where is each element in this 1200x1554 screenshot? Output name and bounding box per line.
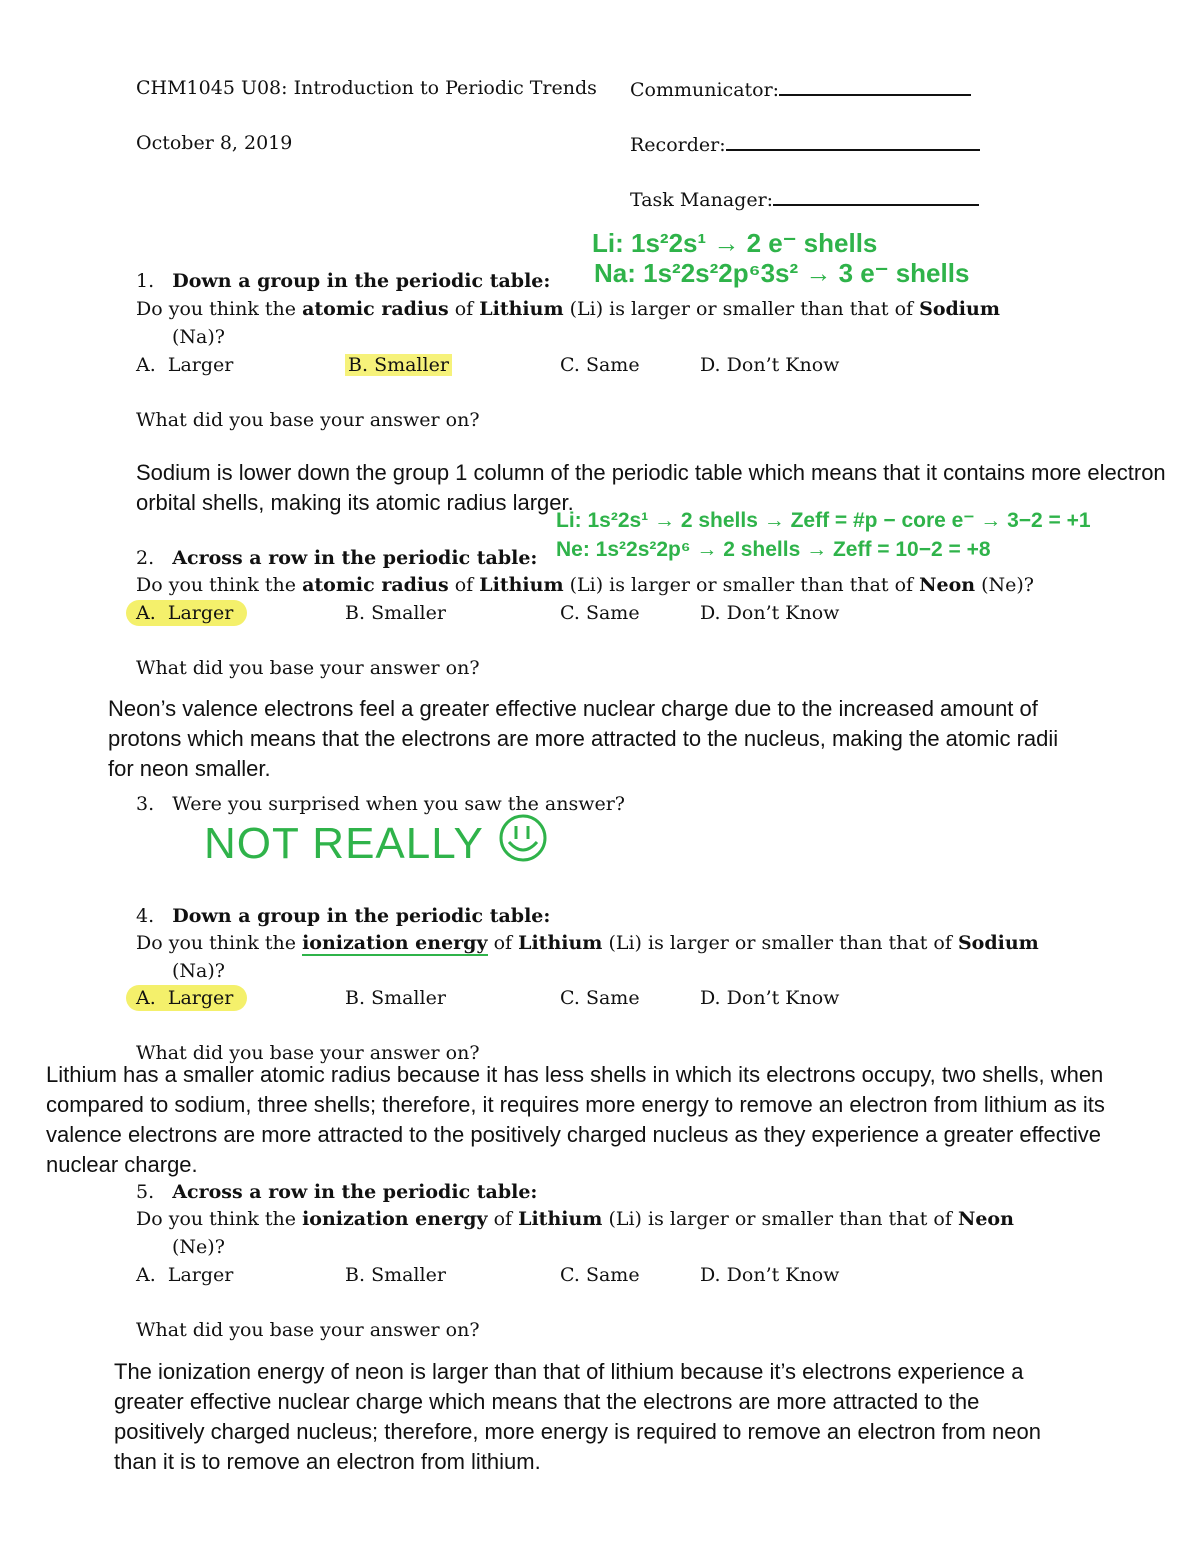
recorder-field [630,131,980,157]
course-title: CHM1045 U08: Introduction to Periodic Trends [136,77,597,99]
q2-q-pre: Do you think the [136,574,297,596]
q5-choice-c[interactable]: C. Same [560,1264,640,1286]
q2-choice-c[interactable]: C. Same [560,602,640,624]
q5-choice-d[interactable]: D. Don’t Know [700,1264,840,1286]
q1-heading-text: Down a group in the periodic table: [172,270,551,292]
q5-q-element2: Neon [957,1208,1014,1230]
q2-choice-d[interactable]: D. Don’t Know [700,602,840,624]
q1-question [136,297,1000,321]
q1-q-element2: Sodium [919,298,1000,320]
q5-choice-a[interactable]: A. Larger [136,1264,234,1286]
q1-q-of: of [454,298,474,320]
q4-typed-answer: Lithium has a smaller atomic radius because it has less shells in which its electrons occupy, two shells, when compared to sodium, three shells; therefore, it requires more energy to remove an electron from lithium as its valence electrons are more attracted to the positively charged nucleus as they experience a greater effective nuclear charge. [46,1062,1105,1177]
q4-q-element1: Lithium [518,932,603,954]
q2-question [136,573,1034,597]
q4-choice-c[interactable]: C. Same [560,987,640,1009]
q2-number: 2. [136,547,155,569]
q2-heading [136,546,537,570]
q5-q-term: ionization energy [302,1208,488,1230]
task-manager-blank [773,186,979,206]
handwritten-not-really: NOT REALLY [204,819,484,868]
date: October 8, 2019 [136,132,293,154]
q1-q-mid: (Li) is larger or smaller than that of [569,298,914,320]
q5-heading-text: Across a row in the periodic table: [172,1181,538,1203]
q4-q-of: of [493,932,513,954]
q5-number: 5. [136,1181,155,1203]
q4-heading [136,904,550,928]
q4-choice-a-highlight: A. Larger [126,985,247,1011]
q2-basis-prompt: What did you base your answer on? [136,657,480,679]
q2-choice-b[interactable]: B. Smaller [345,602,446,624]
q5-question-line2: (Ne)? [172,1236,225,1258]
q1-typed-answer: Sodium is lower down the group 1 column of the periodic table which means that it contains more electron orbital shells, making its atomic radius larger. [136,460,1166,515]
q4-choice-b[interactable]: B. Smaller [345,987,446,1009]
q5-heading [136,1180,537,1204]
handwritten-li-zeff: Li: 1s²2s¹ → 2 shells → Zeff = #p − core e⁻ → 3−2 = +1 [556,509,1091,532]
q1-choice-a[interactable]: A. Larger [136,354,234,376]
q2-q-element1: Lithium [479,574,564,596]
q2-q-term: atomic radius [302,574,449,596]
q2-q-mid: (Li) is larger or smaller than that of [569,574,914,596]
q1-choice-c[interactable]: C. Same [560,354,640,376]
q5-q-pre: Do you think the [136,1208,297,1230]
q2-q-tail: (Ne)? [981,574,1034,596]
q1-choice-d[interactable]: D. Don’t Know [700,354,840,376]
q4-heading-text: Down a group in the periodic table: [172,905,551,927]
handwritten-li-config: Li: 1s²2s¹ → 2 e⁻ shells [592,228,878,258]
recorder-blank [726,131,980,151]
q5-typed-answer: The ionization energy of neon is larger than that of lithium because it’s electrons experience a greater effective nuclear charge which means that the electrons are more attracted to the positively charged nucleus; therefore, more energy is required to remove an electron from neon than it is to remove an electron from lithium. [114,1359,1041,1474]
smiley-face-icon [496,812,550,864]
communicator-label: Communicator: [630,79,780,101]
q2-q-of: of [454,574,474,596]
q4-question [136,931,1039,955]
q4-question-line2: (Na)? [172,960,225,982]
q2-q-element2: Neon [919,574,976,596]
q4-q-mid: (Li) is larger or smaller than that of [608,932,952,954]
q1-question-line2: (Na)? [172,326,225,348]
q1-number: 1. [136,270,155,292]
q2-choice-a-highlight: A. Larger [126,600,247,626]
q1-choice-b-highlight: B. Smaller [345,354,452,376]
q1-q-term: atomic radius [302,298,449,320]
q5-basis-prompt: What did you base your answer on? [136,1319,480,1341]
q5-q-mid: (Li) is larger or smaller than that of [608,1208,952,1230]
handwritten-q3-answer [204,812,550,869]
q2-choice-a[interactable] [136,601,247,625]
q1-choice-b[interactable] [345,353,452,377]
q4-number: 4. [136,905,155,927]
q2-typed-answer: Neon’s valence electrons feel a greater effective nuclear charge due to the increased amount of protons which means that the electrons are more attracted to the nucleus, making the atomic radii for neon smaller. [108,696,1059,781]
q4-basis-prompt: What did you base your answer on? [136,1042,480,1064]
q5-choice-b[interactable]: B. Smaller [345,1264,446,1286]
q4-q-term: ionization energy [302,932,488,954]
q4-q-pre: Do you think the [136,932,297,954]
q4-choice-a[interactable] [136,986,247,1010]
recorder-label: Recorder: [630,134,726,156]
q1-heading [136,269,550,293]
handwritten-ne-zeff: Ne: 1s²2s²2p⁶ → 2 shells → Zeff = 10−2 = +8 [556,538,991,561]
q1-q-pre: Do you think the [136,298,297,320]
task-manager-label: Task Manager: [630,189,774,211]
q5-q-element1: Lithium [518,1208,603,1230]
handwritten-na-config: Na: 1s²2s²2p⁶3s² → 3 e⁻ shells [594,258,970,288]
q4-q-element2: Sodium [957,932,1039,954]
q1-q-element1: Lithium [479,298,564,320]
q5-q-of: of [493,1208,513,1230]
communicator-field [630,76,971,102]
q4-choice-d[interactable]: D. Don’t Know [700,987,840,1009]
q3-number: 3. [136,793,155,815]
q5-question [136,1207,1014,1231]
q3-text: Were you surprised when you saw the answer? [172,793,625,815]
task-manager-field [630,186,979,212]
communicator-blank [779,76,971,96]
q1-basis-prompt: What did you base your answer on? [136,409,480,431]
q2-heading-text: Across a row in the periodic table: [172,547,538,569]
